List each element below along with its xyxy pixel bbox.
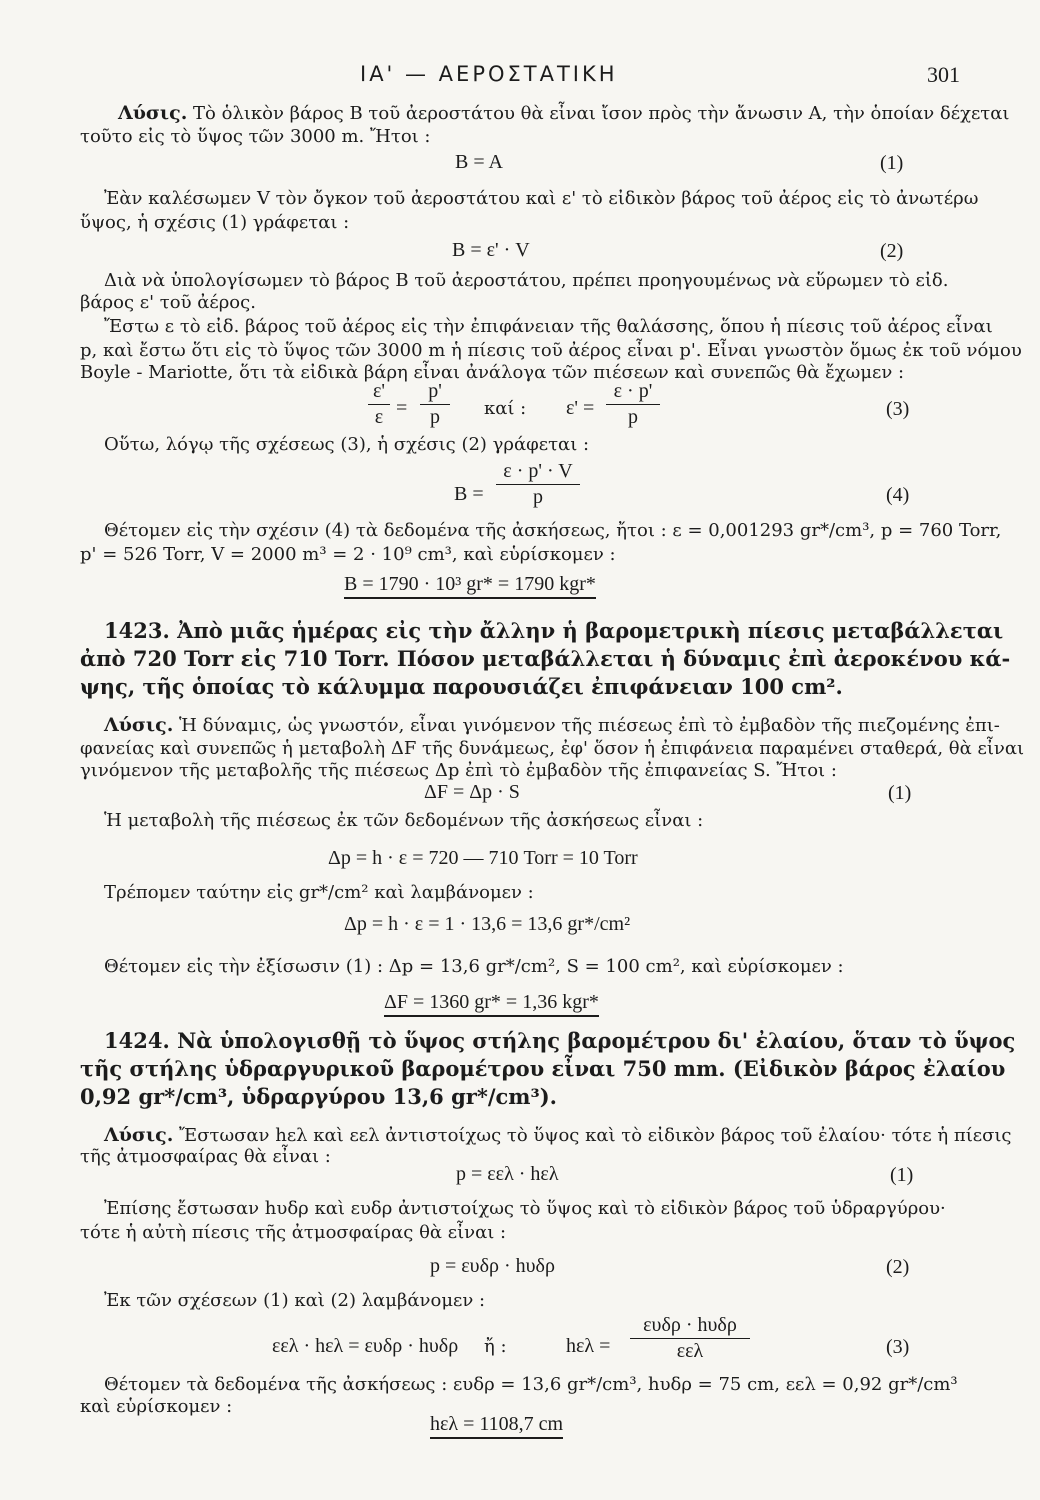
result xyxy=(344,572,596,596)
solution-line xyxy=(104,714,1000,737)
solution-line: Ἡ μεταβολὴ τῆς πιέσεως ἐκ τῶν δεδομένων τῆς ἀσκήσεως εἶναι : xyxy=(104,810,704,831)
equation-number: (2) xyxy=(886,1256,910,1278)
equation: εελ · hελ = ευδρ · hυδρ xyxy=(272,1335,459,1357)
chapter-title: ΙΑ' — ΑΕΡΟΣΤΑΤΙΚΗ xyxy=(360,62,618,86)
page-header xyxy=(0,62,1040,92)
solution-line: p, καὶ ἔστω ὅτι εἰς τὸ ὕψος τῶν 3000 m ἡ πίεσις τοῦ ἀέρος εἶναι p'. Εἶναι γνωστὸν ὅμως ἐκ τοῦ νόμου xyxy=(80,340,1022,361)
fraction-denominator: ε xyxy=(374,406,384,428)
equation-number: (2) xyxy=(880,240,904,262)
problem-statement: 1423. Ἀπὸ μιᾶς ἡμέρας εἰς τὴν ἄλλην ἡ βαρομετρικὴ πίεσις μεταβάλλεται xyxy=(104,618,1004,643)
solution-label: Λύσις. xyxy=(118,102,188,124)
fraction xyxy=(368,380,390,429)
fraction-numerator: p' xyxy=(428,380,442,402)
problem-statement: ψης, τῆς ὁποίας τὸ κάλυμμα παρουσιάζει ἐπιφάνειαν 100 cm². xyxy=(80,674,843,699)
fraction xyxy=(630,1314,750,1363)
fraction-denominator: p xyxy=(533,486,543,508)
equation: ΔF = Δp · S xyxy=(424,781,520,803)
equation-lhs: B = xyxy=(454,483,484,505)
solution-line: καὶ εὑρίσκομεν : xyxy=(80,1396,233,1417)
fraction-numerator: ε' xyxy=(372,380,385,402)
conjunction: ἤ : xyxy=(484,1336,507,1357)
fraction-numerator: ε · p' · V xyxy=(503,460,573,482)
equation-number: (1) xyxy=(880,152,904,174)
solution-text: Ἡ δύναμις, ὡς γνωστόν, εἶναι γινόμενον τῆς πιέσεως ἐπὶ τὸ ἐμβαδὸν τῆς πιεζομένης ἐπι- xyxy=(179,715,1000,736)
conjunction: καί : xyxy=(484,398,527,419)
solution-text: Ἔστωσαν hελ καὶ εελ ἀντιστοίχως τὸ ὕψος καὶ τὸ εἰδικὸν βάρος τοῦ ἐλαίου· τότε ἡ πίεσις xyxy=(179,1125,1012,1146)
solution-line: Οὕτω, λόγῳ τῆς σχέσεως (3), ἡ σχέσις (2) γράφεται : xyxy=(104,434,590,455)
solution-line: Τρέπομεν ταύτην εἰς gr*/cm² καὶ λαμβάνομεν : xyxy=(104,882,534,903)
solution-line: Boyle - Mariotte, ὅτι τὰ εἰδικὰ βάρη εἶναι ἀνάλογα τῶν πιέσεων καὶ συνεπῶς θὰ ἔχωμεν : xyxy=(80,362,905,383)
result-underlined: ΔF = 1360 gr* = 1,36 kgr* xyxy=(384,991,599,1017)
solution-line: ὕψος, ἡ σχέσις (1) γράφεται : xyxy=(80,212,350,233)
fraction-denominator: εελ xyxy=(676,1340,704,1362)
result xyxy=(430,1412,563,1436)
equation: B = A xyxy=(455,151,503,173)
equation-number: (1) xyxy=(890,1164,914,1186)
equation-number: (3) xyxy=(886,398,910,420)
solution-label: Λύσις. xyxy=(104,1124,174,1146)
solution-text: Τὸ ὁλικὸν βάρος Β τοῦ ἀεροστάτου θὰ εἶναι ἴσον πρὸς τὴν ἄνωσιν Α, τὴν ὁποίαν δέχεται xyxy=(193,103,1010,124)
solution-line: βάρος ε' τοῦ ἀέρος. xyxy=(80,292,256,313)
solution-line: φανείας καὶ συνεπῶς ἡ μεταβολὴ ΔF τῆς δυνάμεως, ἐφ' ὅσον ἡ ἐπιφάνεια παραμένει σταθερά, θὰ εἶναι xyxy=(80,738,1025,759)
fraction-numerator: ευδρ · hυδρ xyxy=(643,1314,737,1336)
fraction xyxy=(606,380,660,429)
solution-line: Θέτομεν εἰς τὴν σχέσιν (4) τὰ δεδομένα τῆς ἀσκήσεως, ἤτοι : ε = 0,001293 gr*/cm³, p = 760 Torr, xyxy=(104,520,1002,541)
solution-line: τότε ἡ αὐτὴ πίεσις τῆς ἀτμοσφαίρας θὰ εἶναι : xyxy=(80,1222,507,1243)
solution-line: Ἐπίσης ἔστωσαν hυδρ καὶ ευδρ ἀντιστοίχως τὸ ὕψος καὶ τὸ εἰδικὸν βάρος τοῦ ὑδραργύρου· xyxy=(104,1198,946,1219)
solution-line: Θέτομεν εἰς τὴν ἐξίσωσιν (1) : Δp = 13,6 gr*/cm², S = 100 cm², καὶ εὑρίσκομεν : xyxy=(104,956,844,977)
fraction xyxy=(496,460,580,509)
fraction-numerator: ε · p' xyxy=(613,380,653,402)
fraction-denominator: p xyxy=(430,406,440,428)
problem-statement: τῆς στήλης ὑδραργυρικοῦ βαρομέτρου εἶναι 750 mm. (Εἰδικὸν βάρος ἐλαίου xyxy=(80,1056,1006,1081)
equation-lhs: hελ = xyxy=(566,1335,611,1357)
solution-line xyxy=(104,1124,1012,1147)
problem-statement: 1424. Νὰ ὑπολογισθῇ τὸ ὕψος στήλης βαρομέτρου δι' ἐλαίου, ὅταν τὸ ὕψος xyxy=(104,1028,1016,1053)
solution-line: Ἐὰν καλέσωμεν V τὸν ὄγκον τοῦ ἀεροστάτου καὶ ε' τὸ εἰδικὸν βάρος τοῦ ἀέρος εἰς τὸ ἀνωτέρω xyxy=(104,188,979,209)
solution-line xyxy=(118,102,1009,125)
result-underlined: B = 1790 · 10³ gr* = 1790 kgr* xyxy=(344,573,596,599)
problem-statement: 0,92 gr*/cm³, ὑδραργύρου 13,6 gr*/cm³). xyxy=(80,1084,557,1109)
solution-label: Λύσις. xyxy=(104,714,174,736)
result xyxy=(384,990,599,1014)
solution-line: Ἔστω ε τὸ εἰδ. βάρος τοῦ ἀέρος εἰς τὴν ἐπιφάνειαν τῆς θαλάσσης, ὅπου ἡ πίεσις τοῦ ἀέρος εἶναι xyxy=(104,316,993,337)
equation-number: (1) xyxy=(888,782,912,804)
equation-number: (4) xyxy=(886,484,910,506)
solution-line: τοῦτο εἰς τὸ ὕψος τῶν 3000 m. Ἤτοι : xyxy=(80,126,431,147)
equation: B = ε' · V xyxy=(452,239,530,261)
solution-line: Ἐκ τῶν σχέσεων (1) καὶ (2) λαμβάνομεν : xyxy=(104,1290,486,1311)
result-underlined: hελ = 1108,7 cm xyxy=(430,1413,563,1439)
solution-line: p' = 526 Torr, V = 2000 m³ = 2 · 10⁹ cm³, καὶ εὑρίσκομεν : xyxy=(80,544,616,565)
solution-line: Θέτομεν τὰ δεδομένα τῆς ἀσκήσεως : ευδρ = 13,6 gr*/cm³, hυδρ = 75 cm, εελ = 0,92 gr*/cm³ xyxy=(104,1374,958,1395)
equation: p = ευδρ · hυδρ xyxy=(430,1255,555,1277)
solution-line: τῆς ἀτμοσφαίρας θὰ εἶναι : xyxy=(80,1146,331,1167)
equation: Δp = h · ε = 1 · 13,6 = 13,6 gr*/cm² xyxy=(344,913,631,935)
problem-statement: ἀπὸ 720 Torr εἰς 710 Torr. Πόσον μεταβάλλεται ἡ δύναμις ἐπὶ ἀεροκένου κά- xyxy=(80,646,1011,671)
fraction-denominator: p xyxy=(628,406,638,428)
equation: p = εελ · hελ xyxy=(456,1163,559,1185)
solution-line: Διὰ νὰ ὑπολογίσωμεν τὸ βάρος Β τοῦ ἀεροστάτου, πρέπει προηγουμένως νὰ εὕρωμεν τὸ εἰδ. xyxy=(104,270,949,291)
page-number: 301 xyxy=(927,62,960,87)
fraction xyxy=(420,380,450,429)
equation: Δp = h · ε = 720 — 710 Torr = 10 Torr xyxy=(328,847,638,869)
equation-lhs: ε' = xyxy=(566,397,595,419)
solution-line: γινόμενον τῆς μεταβολῆς τῆς πιέσεως Δp ἐπὶ τὸ ἐμβαδὸν τῆς ἐπιφανείας S. Ἤτοι : xyxy=(80,760,837,781)
equation-number: (3) xyxy=(886,1336,910,1358)
equals-sign: = xyxy=(396,397,408,419)
